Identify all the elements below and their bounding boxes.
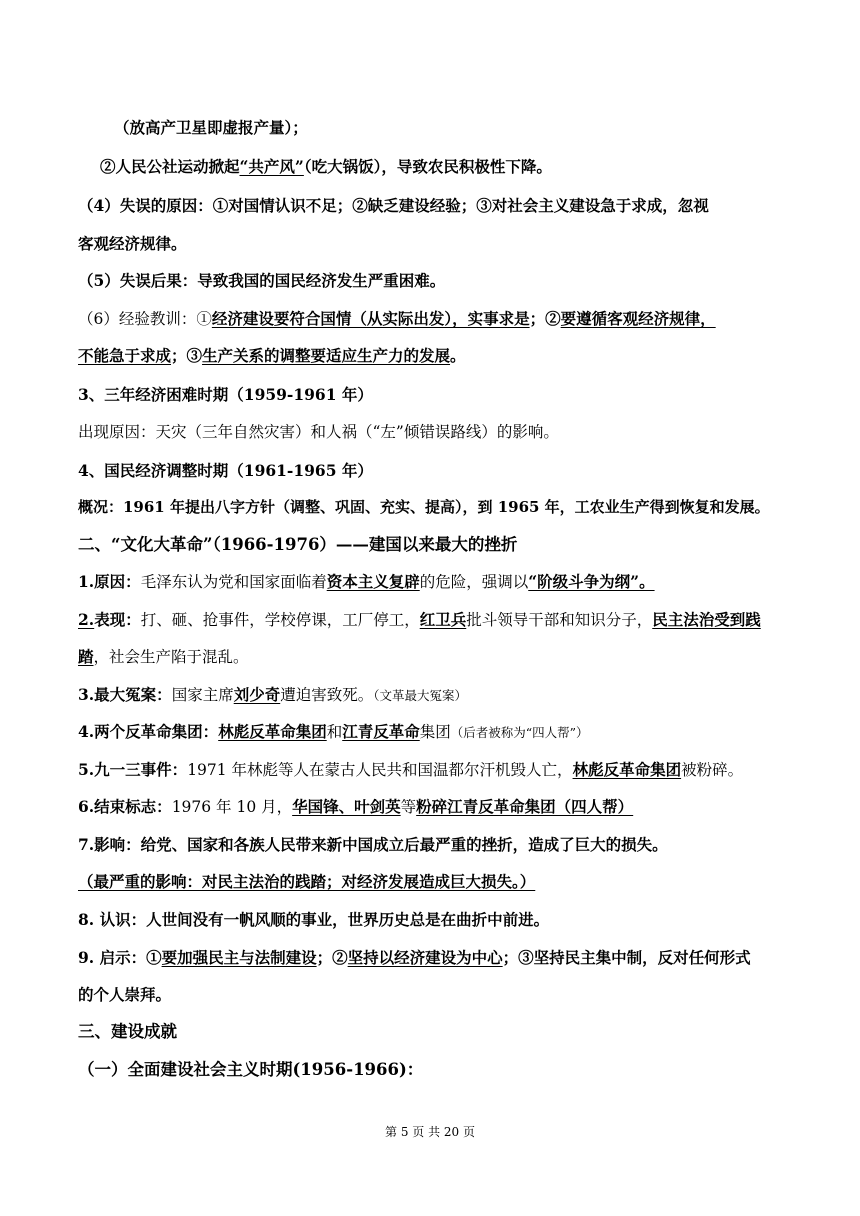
text-line: （5）失误后果：导致我国的国民经济发生严重困难。 — [78, 271, 446, 290]
text-line: ②人民公社运动掀起“共产风”（吃大锅饭），导致农民积极性下降。 — [100, 157, 552, 176]
text-line: 2.表现：打、砸、抢事件，学校停课，工厂停工，红卫兵批斗领导干部和知识分子，民主法治受到践 — [78, 610, 761, 629]
text-line: 1.原因：毛泽东认为党和国家面临着资本主义复辟的危险，强调以“阶级斗争为纲”。 — [78, 572, 655, 591]
section-heading: 3、三年经济困难时期（1959-1961 年） — [78, 385, 373, 404]
text-line: 客观经济规律。 — [78, 234, 187, 253]
text-line: 3.最大冤案：国家主席刘少奇遭迫害致死。（文革最大冤案） — [78, 685, 467, 704]
text-line: （6）经验教训：①经济建设要符合国情（从实际出发），实事求是；②要遵循客观经济规律， — [78, 309, 716, 328]
text-line: 不能急于求成；③生产关系的调整要适应生产力的发展。 — [78, 346, 466, 365]
text-line: 4.两个反革命集团：林彪反革命集团和江青反革命集团（后者被称为“四人帮”） — [78, 722, 589, 741]
text-line: 7.影响：给党、国家和各族人民带来新中国成立后最严重的挫折，造成了巨大的损失。 — [78, 835, 668, 854]
text-line: 出现原因：天灾（三年自然灾害）和人祸（“左”倾错误路线）的影响。 — [78, 423, 559, 441]
text-line: （最严重的影响：对民主法治的践踏；对经济发展造成巨大损失。） — [78, 872, 536, 891]
text-line: 踏，社会生产陷于混乱。 — [78, 647, 249, 666]
text-line: 8. 认识：人世间没有一帆风顺的事业，世界历史总是在曲折中前进。 — [78, 910, 550, 929]
text-line: 的个人崇拜。 — [78, 985, 172, 1004]
text-line: （4）失误的原因：①对国情认识不足；②缺乏建设经验；③对社会主义建设急于求成，忽视 — [78, 196, 709, 215]
text-line: 6.结束标志：1976 年 10 月，华国锋、叶剑英等粉碎江青反革命集团（四人帮） — [78, 797, 634, 816]
text-line: （放高产卫星即虚报产量）； — [114, 118, 308, 137]
section-heading: （一）全面建设社会主义时期(1956-1966)： — [78, 1060, 424, 1079]
chapter-heading: 三、建设成就 — [78, 1022, 177, 1041]
chapter-heading: 二、“文化大革命”（1966-1976）——建国以来最大的挫折 — [78, 535, 518, 554]
section-heading: 4、国民经济调整时期（1961-1965 年） — [78, 461, 373, 480]
text-line: 5.九一三事件：1971 年林彪等人在蒙古人民共和国温都尔汗机毁人亡，林彪反革命集团被粉碎。 — [78, 760, 744, 779]
page-number: 第 5 页 共 20 页 — [385, 1125, 475, 1139]
text-line: 概况：1961 年提出八字方针（调整、巩固、充实、提高），到 1965 年，工农业生产得到恢复和发展。 — [78, 498, 770, 516]
text-line: 9. 启示：①要加强民主与法制建设；②坚持以经济建设为中心；③坚持民主集中制，反对任何形式 — [78, 948, 751, 967]
